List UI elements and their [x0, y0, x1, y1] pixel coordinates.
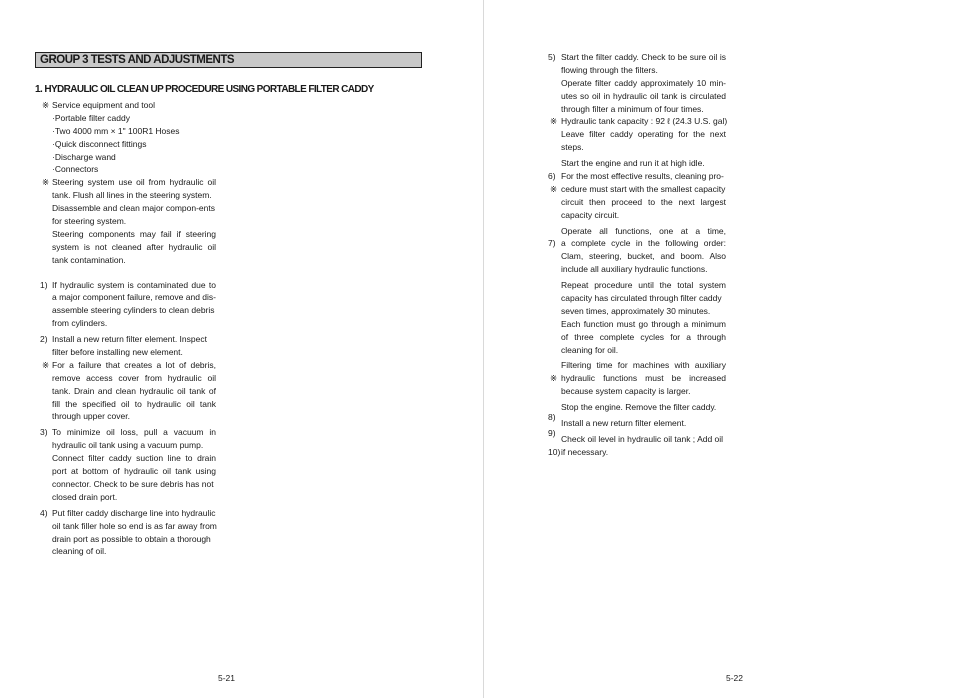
step-line: Connect filter caddy suction line to drain	[52, 453, 216, 464]
step-line: oil tank filler hole so end is as far away from	[52, 520, 217, 531]
note-mark: ※	[42, 177, 50, 188]
step-line: capacity has circulated through filter caddy	[561, 293, 722, 304]
step-line: assemble steering cylinders to clean debris	[52, 305, 215, 316]
step-number: 3)	[40, 427, 48, 438]
left-column	[40, 99, 216, 558]
steering-note-line: Steering components may fail if steering	[52, 228, 216, 239]
step-number: 4)	[40, 507, 48, 518]
equipment-item: ·Discharge wand	[52, 151, 116, 162]
step-line: Clam, steering, bucket, and boom. Also	[561, 251, 726, 262]
step-line: circuit then proceed to the next largest	[561, 196, 726, 207]
step-line: from cylinders.	[52, 318, 108, 329]
step-number: 2)	[40, 334, 48, 345]
step-line: Operate filter caddy approximately 10 min-	[561, 77, 726, 88]
step-line: capacity circuit.	[561, 209, 620, 220]
service-equipment-heading: ※ Service equipment and tool	[42, 100, 156, 110]
step-line: tank. Drain and clean hydraulic oil tank of	[52, 385, 216, 396]
step-line: flowing through the filters.	[561, 64, 658, 75]
equipment-item: ·Portable filter caddy	[52, 112, 130, 123]
equipment-item: ·Connectors	[52, 164, 99, 175]
step-line: Filtering time for machines with auxiliary	[561, 360, 726, 371]
step-line: of three complete cycles for a through	[561, 331, 726, 342]
page-number: 5-21	[218, 673, 236, 683]
note-mark: ※	[42, 359, 50, 370]
equipment-item: ·Two 4000 mm × 1" 100R1 Hoses	[52, 125, 180, 136]
step-line: Leave filter caddy operating for the next	[561, 129, 726, 140]
step-line: ※ hydraulic functions must be increased	[550, 373, 726, 384]
step-line: connector. Check to be sure debris has not	[52, 478, 214, 489]
step-line: ※ cedure must start with the smallest capacity	[550, 183, 726, 194]
step-line: Each function must go through a minimum	[561, 318, 726, 329]
step-line: port at bottom of hydraulic oil tank using	[52, 466, 216, 477]
step-line: Operate all functions, one at a time,	[561, 225, 726, 236]
steering-note-line: tank contamination.	[52, 254, 126, 265]
step-number: 1)	[40, 279, 48, 290]
steering-note-line: system is not cleaned after hydraulic oil	[52, 241, 216, 252]
step-8: 8) Install a new return filter element.	[548, 412, 687, 429]
step-line: Repeat procedure until the total system	[561, 280, 726, 291]
step-line: steps.	[561, 142, 584, 153]
step-line: seven times, approximately 30 minutes.	[561, 305, 711, 316]
group-header: GROUP 3 TESTS AND ADJUSTMENTS	[35, 52, 422, 68]
equipment-item: ·Quick disconnect fittings	[52, 138, 147, 149]
step-9: 9) Check oil level in hydraulic oil tank ; Add oil	[548, 428, 724, 445]
step-4: 4) Put filter caddy discharge line into hydraulic	[40, 507, 216, 518]
step-6: 6) For the most effective results, cleaning pro-	[548, 171, 724, 182]
step-line: filter before installing new element.	[52, 347, 183, 358]
step-3: 3) To minimize oil loss, pull a vacuum in	[40, 427, 216, 438]
step-7: 7) a complete cycle in the following order:	[548, 238, 726, 249]
debris-note: ※ For a failure that creates a lot of debris,	[42, 359, 216, 370]
steering-note-line: ※ Steering system use oil from hydraulic oil	[42, 177, 216, 188]
page-number: 5-22	[726, 673, 744, 683]
steering-note-line: for steering system.	[52, 216, 127, 227]
step-line: remove access cover from hydraulic oil	[52, 372, 216, 383]
step-line: cleaning for oil.	[561, 344, 619, 355]
step-2: 2) Install a new return filter element. Inspect	[40, 334, 207, 345]
step-line: drain port as possible to obtain a thorough	[52, 533, 211, 544]
right-column	[548, 51, 726, 459]
step-10: 10) if necessary.	[548, 447, 609, 458]
section-title: 1. HYDRAULIC OIL CLEAN UP PROCEDURE USING PORTABLE FILTER CADDY	[35, 84, 374, 95]
step-line: fill the specified oil to hydraulic oil tank	[52, 398, 216, 409]
step-line: Start the engine and run it at high idle.	[561, 158, 705, 169]
step-line: closed drain port.	[52, 491, 118, 502]
steering-note-line: tank. Flush all lines in the steering system.	[52, 190, 212, 201]
step-line: include all auxiliary hydraulic functions.	[561, 264, 708, 275]
step-5: 5) Start the filter caddy. Check to be sure oil is	[548, 52, 726, 62]
step-1: 1) If hydraulic system is contaminated due to	[40, 279, 216, 290]
step-line: because system capacity is larger.	[561, 386, 691, 397]
step-line: through filter a minimum of four times.	[561, 103, 704, 114]
step-line: cleaning of oil.	[52, 546, 107, 557]
step-line: hydraulic oil tank using a vacuum pump.	[52, 440, 204, 451]
step-line: utes so oil in hydraulic oil tank is circulated	[561, 90, 726, 101]
step-line: through upper cover.	[52, 411, 130, 422]
capacity-note: ※ Hydraulic tank capacity : 92 ℓ (24.3 U.S. gal)	[550, 116, 728, 127]
step-line: a major component failure, remove and dis-	[52, 292, 216, 303]
steering-note-line: Disassemble and clean major compon-ents	[52, 203, 215, 214]
step-line: Stop the engine. Remove the filter caddy.	[561, 402, 717, 413]
note-mark: ※	[42, 100, 50, 110]
